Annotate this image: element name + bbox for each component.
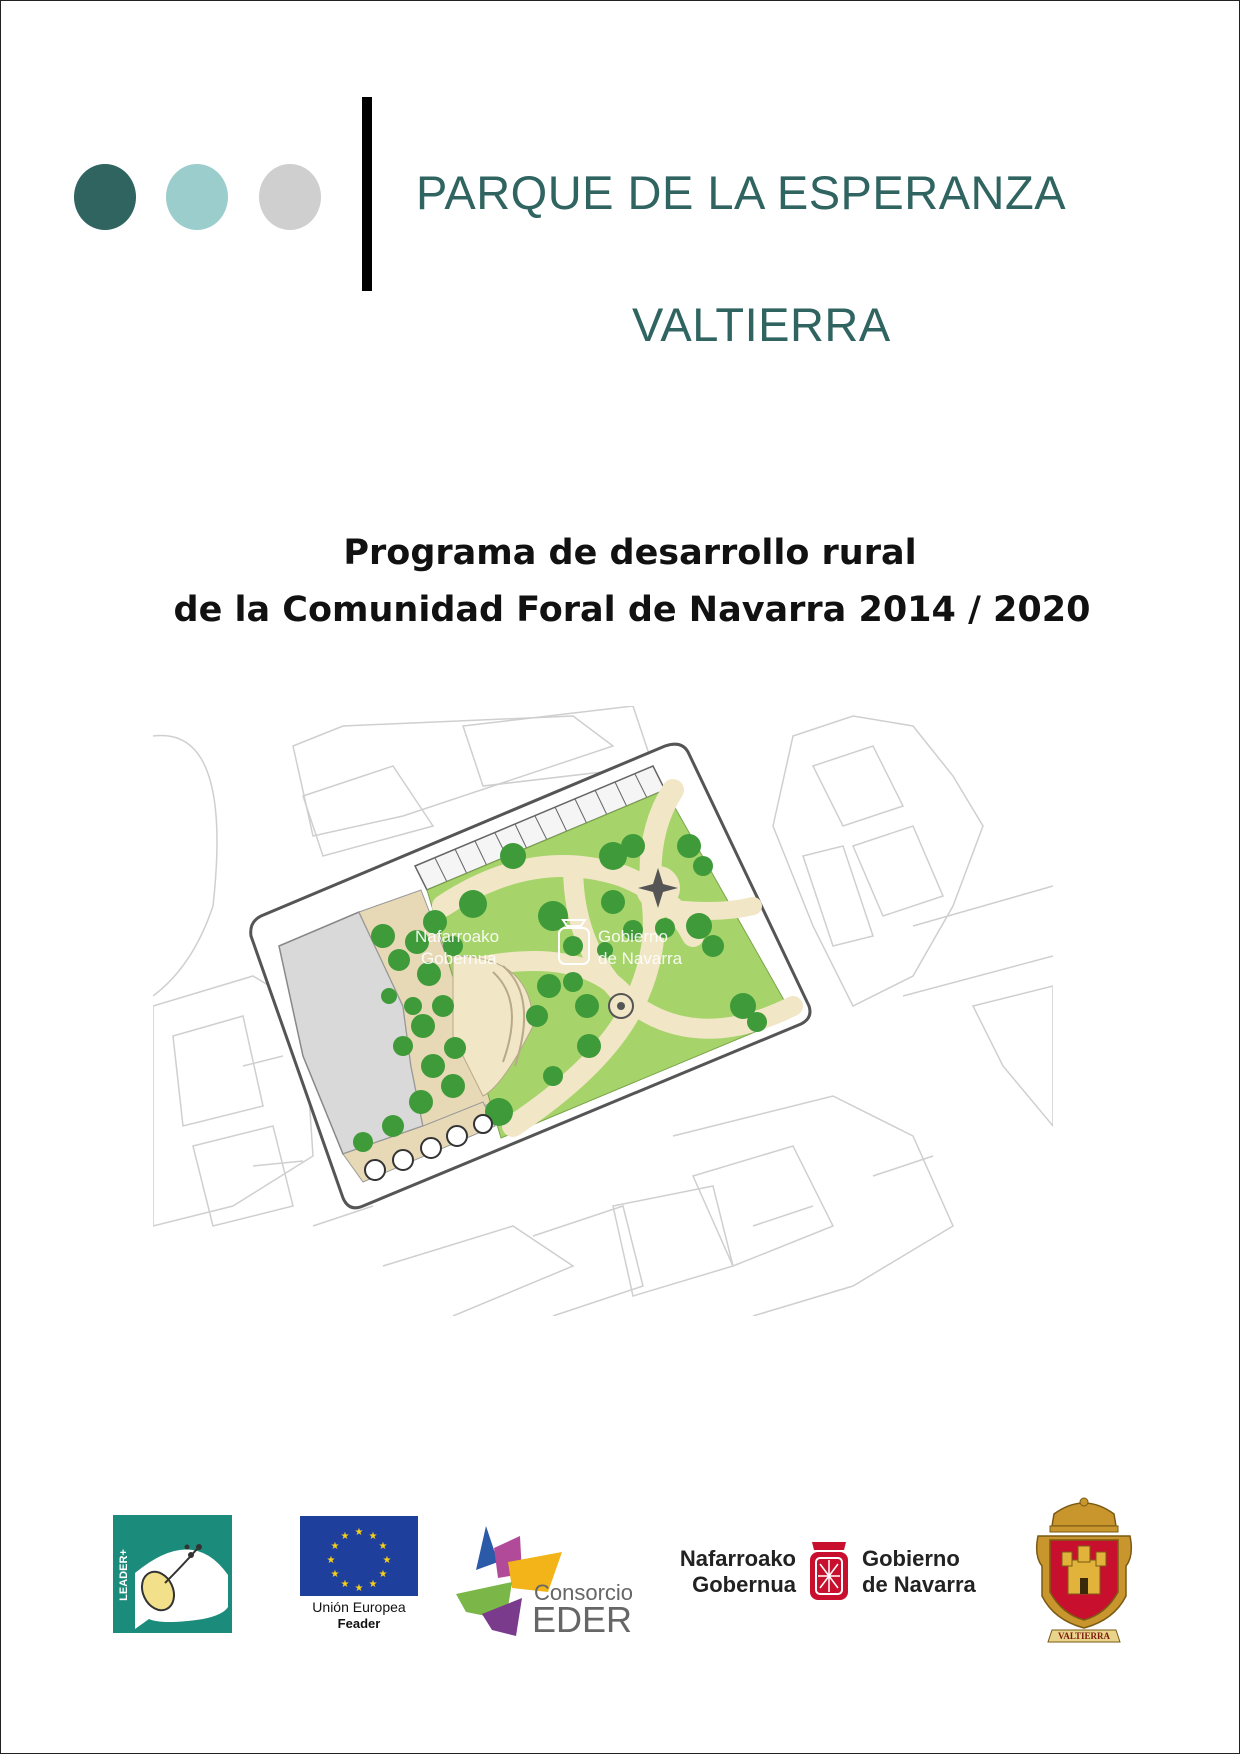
park-site-plan: [153, 706, 1053, 1316]
navarra-shield-icon: [810, 1542, 848, 1600]
fountain: [609, 994, 633, 1018]
svg-text:★: ★: [378, 1541, 388, 1552]
svg-text:★: ★: [326, 1555, 336, 1566]
svg-text:Nafarroako: Nafarroako: [415, 927, 500, 946]
navarra-left-1: Nafarroako: [679, 1546, 796, 1571]
page-subtitle: VALTIERRA: [632, 298, 891, 351]
crest-banner-text: VALTIERRA: [1057, 1631, 1111, 1641]
title-divider: [362, 97, 372, 291]
svg-text:★: ★: [354, 1527, 364, 1538]
navarra-right-1: Gobierno: [862, 1546, 960, 1571]
svg-text:★: ★: [340, 1531, 350, 1542]
program-line-2: de la Comunidad Foral de Navarra 2014 / 2020: [173, 590, 1091, 630]
svg-text:Gobernua: Gobernua: [421, 949, 497, 968]
svg-text:★: ★: [330, 1569, 340, 1580]
page-title: PARQUE DE LA ESPERANZA: [416, 166, 1067, 219]
eu-feader-logo: [300, 1516, 418, 1632]
svg-text:de Navarra: de Navarra: [598, 949, 683, 968]
decor-dot-dark: [74, 164, 136, 230]
navarra-left-2: Gobernua: [692, 1572, 796, 1597]
svg-text:★: ★: [378, 1569, 388, 1580]
program-line-1: Programa de desarrollo rural: [343, 533, 917, 573]
eder-line1: Consorcio: [534, 1580, 634, 1605]
gobierno-navarra-logo: [660, 1534, 1000, 1614]
decor-dot-grey: [259, 164, 321, 230]
valtierra-crest: [1034, 1496, 1134, 1646]
compass-plaza: [636, 866, 680, 910]
svg-text:★: ★: [340, 1579, 350, 1590]
eder-line2: EDER: [532, 1599, 633, 1638]
ue-line1: Unión Europea: [312, 1599, 406, 1615]
svg-text:Gobierno: Gobierno: [598, 927, 668, 946]
leader-logo: [113, 1515, 232, 1633]
svg-text:★: ★: [330, 1541, 340, 1552]
ue-line2: Feader: [337, 1616, 381, 1631]
decor-dot-light: [166, 164, 228, 230]
navarra-right-2: de Navarra: [862, 1572, 976, 1597]
leader-text: LEADER+: [118, 1549, 130, 1601]
svg-text:★: ★: [368, 1579, 378, 1590]
svg-text:★: ★: [354, 1583, 364, 1594]
svg-text:★: ★: [382, 1555, 392, 1566]
svg-text:★: ★: [368, 1531, 378, 1542]
consorcio-eder-logo: [452, 1518, 652, 1638]
